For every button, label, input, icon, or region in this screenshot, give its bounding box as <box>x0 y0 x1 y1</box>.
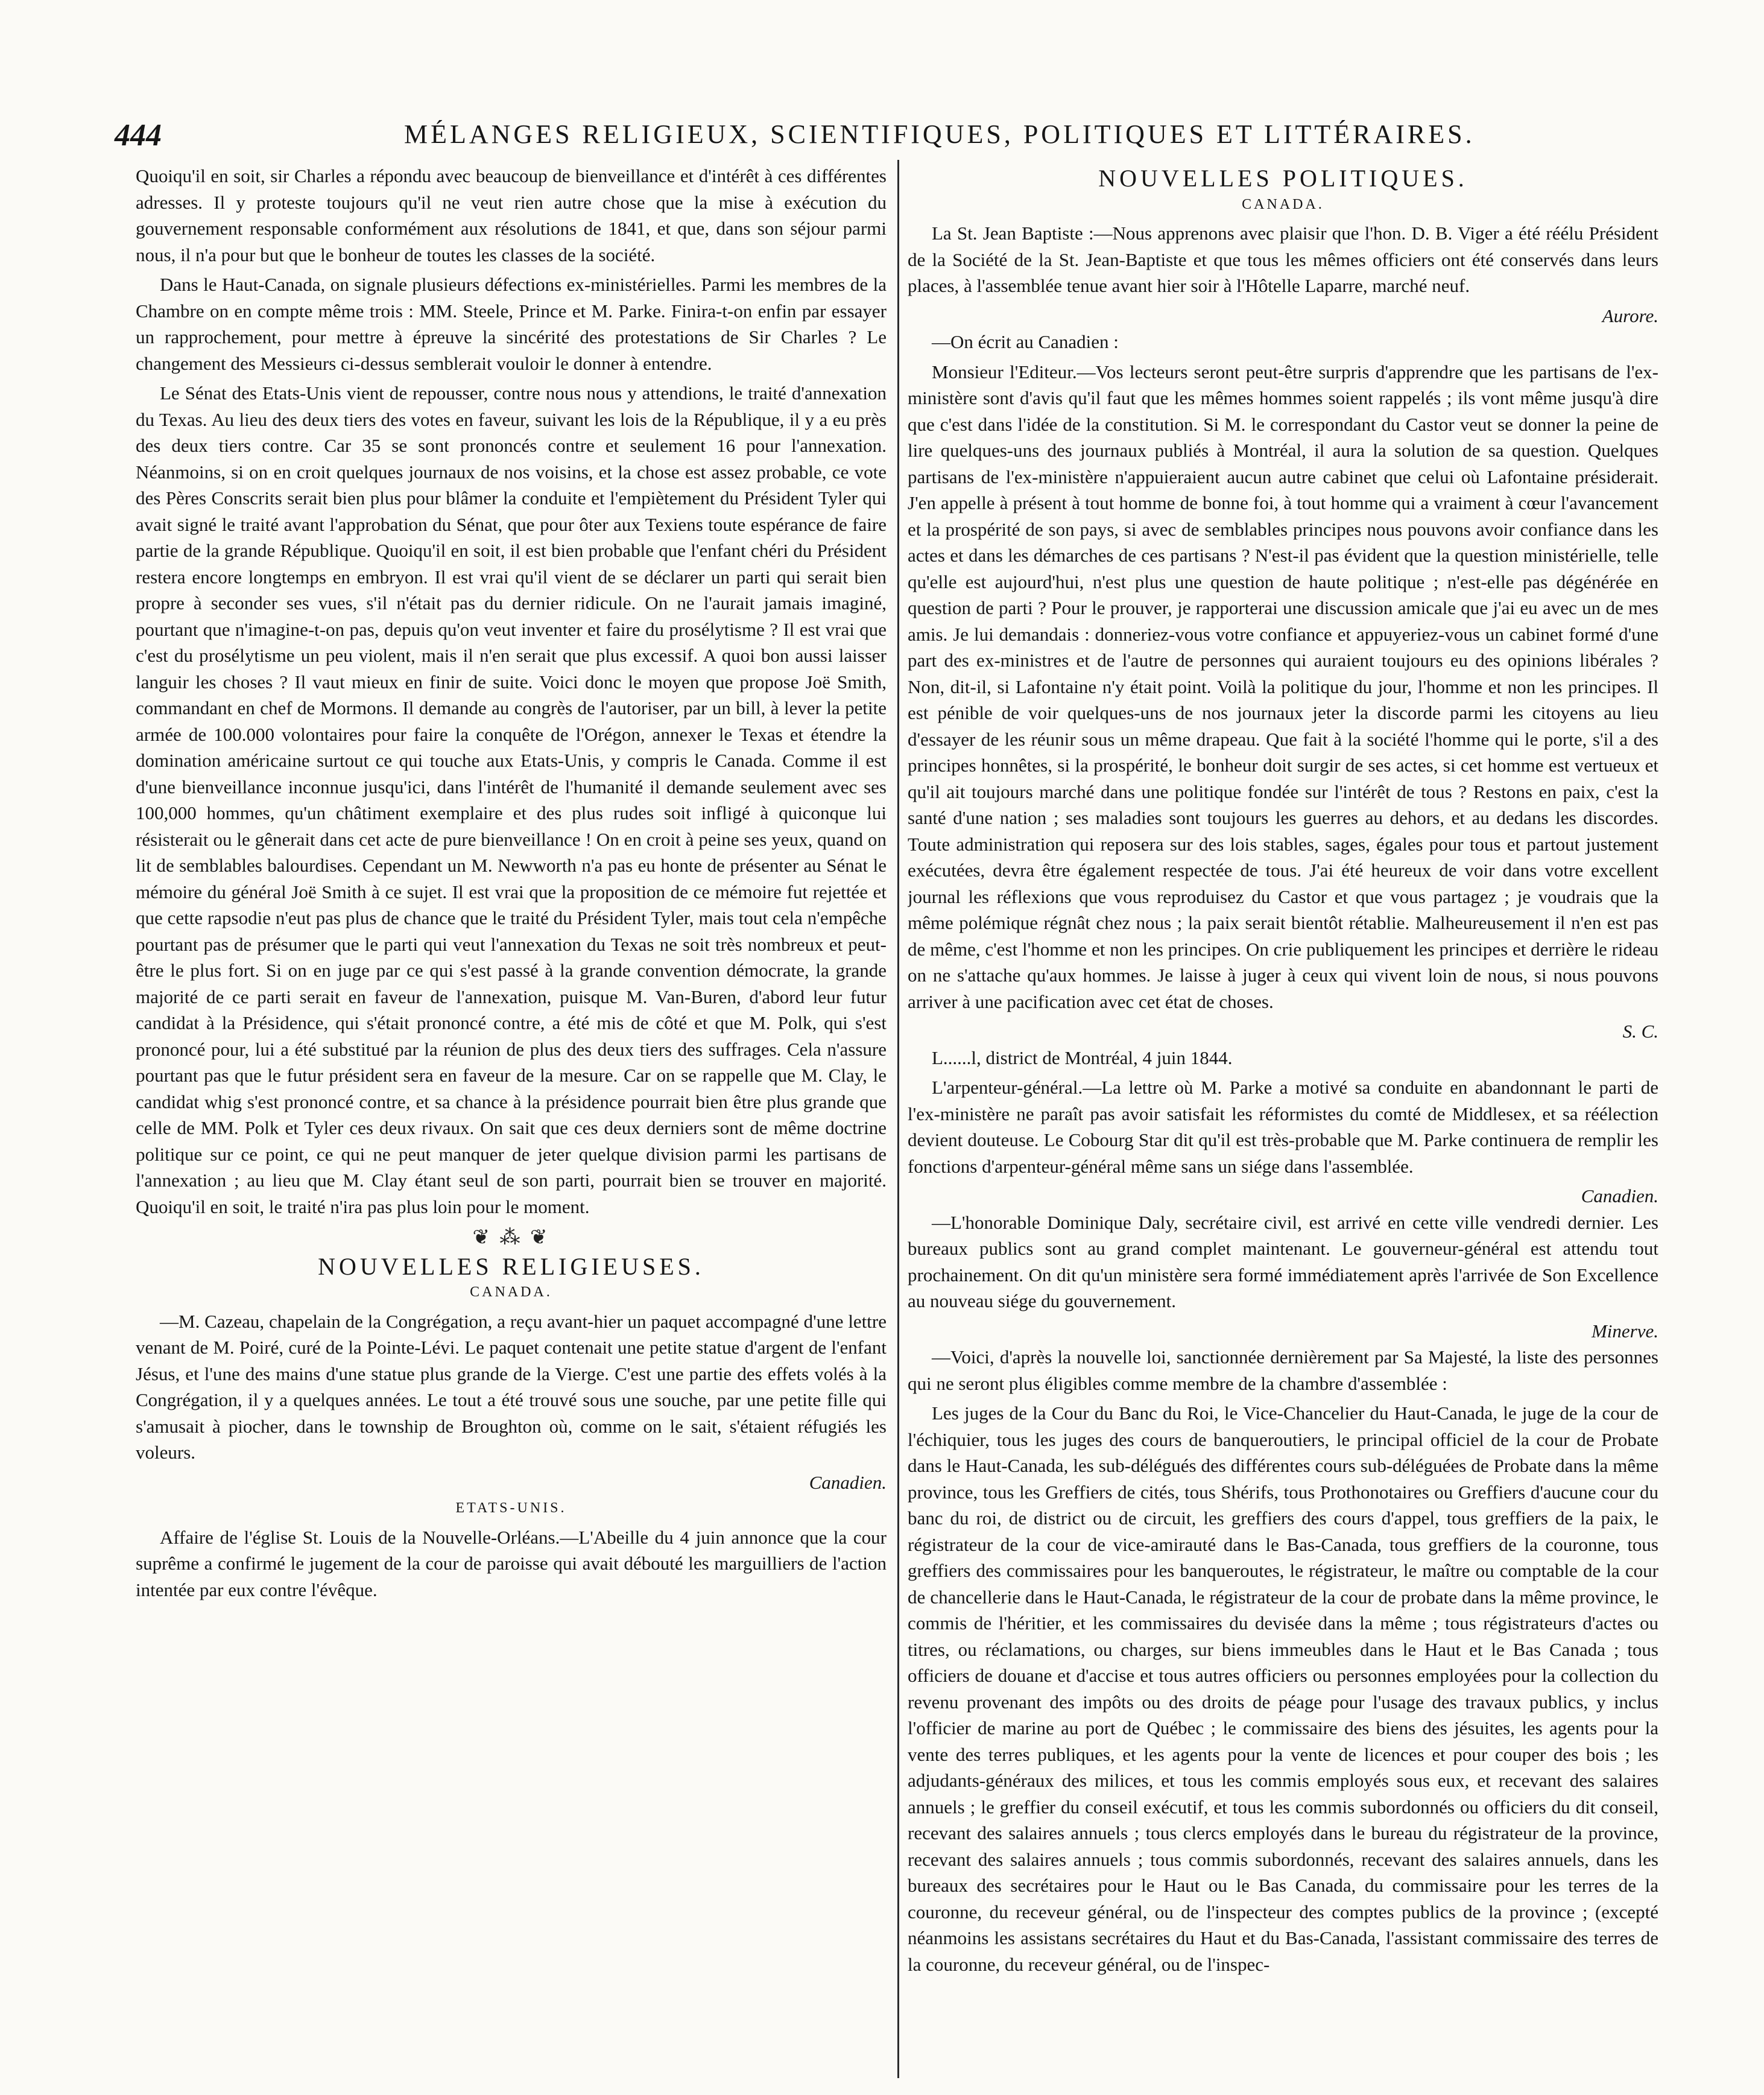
page-number: 444 <box>115 118 162 153</box>
paragraph: L......l, district de Montréal, 4 juin 1844. <box>932 1047 1233 1068</box>
left-column <box>136 163 887 2063</box>
paragraph: La St. Jean Baptiste :—Nous apprenons avec plaisir que l'hon. D. B. Viger a été réélu Président de la Société de la St. Jean-Baptiste et que tous les mêmes officiers ont été conservés dans leurs places, à l'assemblée tenue avant hier soir à l'Hôtelle Laparre, marché neuf. <box>908 223 1658 296</box>
ornament-divider: ❦ ⁂ ❦ <box>472 1226 550 1249</box>
column-divider <box>897 160 899 2078</box>
paragraph: Quoiqu'il en soit, sir Charles a répondu avec beaucoup de bienveillance et d'intérêt à ces différentes adresses. Il y proteste toujours qu'il ne veut rien autre chose que la mise à exécution du gouvernement responsable conformément aux résolutions de 1841, et que, dans son séjour parmi nous, il n'a pour but que le bonheur de toutes les classes de la société. <box>136 165 887 265</box>
paragraph: —L'honorable Dominique Daly, secrétaire civil, est arrivé en cette ville vendredi dernier. Les bureaux publics sont au grand complet maintenant. Le gouverneur-général est attendu tout prochainement. On dit qu'un ministère sera formé immédiatement après l'arrivée de Son Excellence au nouveau siége du gouvernement. <box>908 1211 1658 1311</box>
signature: Canadien. <box>809 1471 887 1493</box>
right-column <box>908 163 1658 2063</box>
paragraph: Dans le Haut-Canada, on signale plusieurs défections ex-ministérielles. Parmi les membres de la Chambre on en compte même trois : MM. Steele, Prince et M. Parke. Finira-t-on enfin par essayer un rapprochement, pour mettre à épreuve la sincérité des protestations de Sir Charles ? Le changement des Messieurs ci-dessus semblerait vouloir le donner à entendre. <box>136 274 887 374</box>
paragraph: Le Sénat des Etats-Unis vient de repousser, contre nous nous y attendions, le traité d'annexation du Texas. Au lieu des deux tiers des votes en faveur, suivant les lois de la République, il y a eu près des deux tiers contre. Car 35 se sont prononcés contre et seulement 16 pour l'annexation. Néanmoins, si on en croit quelques journaux de nos voisins, et la chose est assez probable, ce vote des Pères Conscrits serait bien plus pour blâmer la conduite et l'empiètement du Président Tyler qui avait signé le traité avant l'approbation du Sénat, que pour ôter aux Texiens toute espérance de faire partie de la grande République. Quoiqu'il en soit, il est bien probable que l'enfant chéri du Président restera encore longtemps en embryon. Il est vrai qu'il vient de se déclarer un parti qui serait bien propre à seconder ses vues, s'il n'était pas du dernier ridicule. On ne l'aurait jamais imaginé, pourtant que n'imagine-t-on pas, depuis qu'on veut inventer et faire du prosélytisme ? Il est vrai que c'est du prosélytisme un peu violent, mais il n'en serait que plus excessif. A quoi bon aussi laisser languir les choses ? Il vaut mieux en finir de suite. Voici donc le moyen que propose Joë Smith, commandant en chef de Mormons. Il demande au congrès de l'autoriser, par un bill, à lever la petite armée de 100.000 volontaires pour faire la conquête de l'Orégon, annexer le Texas et étendre la domination américaine surtout ce qui touche aux Etats-Unis, y compris le Canada. Comme il est d'une bienveillance inconnue jusqu'ici, dans l'intérêt de l'humanité il demande seulement avec ses 100,000 hommes, qu'un châtiment exemplaire et des plus rudes soit infligé à quiconque lui résisterait ou le gênerait dans cet acte de pure bienveillance ! On en croit à peine ses yeux, quand on lit de semblables balourdises. Cependant un M. Newworth n'a pas eu honte de présenter au Sénat le mémoire du général Joë Smith à ce sujet. Il est vrai que la proposition de ce mémoire fut rejettée et que cette rapsodie n'eut pas plus de chance que le traité du Président Tyler, mais tout cela n'empêche pourtant pas de présumer que le parti qui veut l'annexation du Texas ne soit très nombreux et peut-être le plus fort. Si on en juge par ce qui s'est passé à la grande convention démocrate, la grande majorité de ce parti serait en faveur de l'annexation, puisque M. Van-Buren, d'abord leur futur candidat à la Présidence, qui s'était prononcé contre, a été mis de côté et que M. Polk, qui s'est prononcé pour, lui a été substitué par la réunion de plus des deux tiers des suffrages. Cela n'assure pourtant pas que le futur président sera en faveur de la mesure. Car on se rappelle que M. Clay, le candidat whig s'est prononcé contre, et sa chance à la présidence pourrait bien être plus grande que celle de MM. Polk et Tyler ces deux rivaux. On sait que ces deux derniers sont de même doctrine politique sur ce point, ce qui ne peut manquer de jeter quelque division parmi les partisans de l'annexation ; au lieu que M. Clay étant seul de son parti, pourrait bien se trouver en majorité. Quoiqu'il en soit, le traité n'ira pas plus loin pour le moment. <box>136 382 887 1217</box>
signature: S. C. <box>1622 1021 1658 1042</box>
signature: Minerve. <box>1591 1320 1658 1342</box>
religious-news-subtitle: CANADA. <box>470 1284 552 1300</box>
paragraph: Affaire de l'église St. Louis de la Nouvelle-Orléans.—L'Abeille du 4 juin annonce que la cour suprême a confirmé le jugement de la cour de paroisse qui avait débouté les marguilliers de l'action intentée par eux contre l'évêque. <box>136 1526 887 1600</box>
political-news-subtitle: CANADA. <box>1242 196 1324 212</box>
paragraph: —On écrit au Canadien : <box>932 331 1119 352</box>
paragraph: Monsieur l'Editeur.—Vos lecteurs seront peut-être surpris d'apprendre que les partisans de l'ex-ministère sont d'avis qu'il faut que les mêmes hommes soient rappelés ; ils vont même jusqu'à dire que c'est dans l'idée de la constitution. Si M. le correspondant du Castor veut se donner la peine de lire quelques-uns des journaux publiés à Montréal, il aura la solution de sa question. Quelques partisans de l'ex-ministère n'appuieraient aucun autre cabinet que celui où Lafontaine présiderait. J'en appelle à présent à tout homme de bonne foi, à tout homme qui a vraiment à cœur l'avancement et la prospérité de son pays, si avec de semblables principes nous pouvons avoir confiance dans les actes et dans les démarches de ces partisans ? N'est-il pas évident que la question ministérielle, telle qu'elle est aujourd'hui, n'est plus une question de haute politique ; n'est-elle pas dégénérée en question de parti ? Pour le prouver, je rapporterai une discussion amicale que j'ai eu avec un de mes amis. Je lui demandais : donneriez-vous votre confiance et appuyeriez-vous un cabinet formé d'une part des ex-ministres et de l'autre de personnes qui auraient toujours eu des opinions libérales ? Non, dit-il, si Lafontaine n'y était point. Voilà la politique du jour, l'homme et non les principes. Il est pénible de voir quelques-uns de nos journaux jeter la discorde parmi les citoyens au lieu d'essayer de les réunir sous un même drapeau. Que fait à la société l'homme qui le porte, s'il a des principes honnêtes, si la prospérité, le bonheur doit surgir de ses actes, si cet homme est vertueux et qu'il ait toujours marché dans une politique fondée sur l'intérêt de tous ? Restons en paix, c'est la santé d'une nation ; ses maladies sont toujours les guerres au dehors, et au dedans les discordes. Toute administration qui reposera sur des lois stables, sages, égales pour tous et partout justement exécutées, devra être également respectée de tous. J'ai été heureux de voir dans votre excellent journal les réflexions que vous reproduisez du Castor et que vous partagez ; je voudrais que la même polémique régnât chez nous ; la paix serait bientôt rétablie. Malheureusement il n'en est pas de même, c'est l'homme et non les principes. On crie publiquement les principes et derrière le rideau on ne s'attache qu'aux hommes. Je laisse à juger à ceux qui vivent loin de nous, si nous pouvons arriver à une pacification avec cet état de choses. <box>908 361 1658 1012</box>
paragraph: L'arpenteur-général.—La lettre où M. Parke a motivé sa conduite en abandonnant le parti de l'ex-ministère ne paraît pas avoir satisfait les réformistes du comté de Middlesex, et sa réélection devient douteuse. Le Cobourg Star dit qu'il est très-probable que M. Parke continuera de remplir les fonctions d'arpenteur-général même sans un siége dans l'assemblée. <box>908 1077 1658 1177</box>
signature: Aurore. <box>1602 305 1658 326</box>
paragraph: —Voici, d'après la nouvelle loi, sanctionnée dernièrement par Sa Majesté, la liste des personnes qui ne seront plus éligibles comme membre de la chambre d'assemblée : <box>908 1346 1658 1394</box>
religious-news-title: NOUVELLES RELIGIEUSES. <box>318 1252 704 1280</box>
political-news-title: NOUVELLES POLITIQUES. <box>1098 165 1468 192</box>
paragraph: Les juges de la Cour du Banc du Roi, le Vice-Chancelier du Haut-Canada, le juge de la cour de l'échiquier, tous les juges des cours de banqueroutiers, le principal officiel de la cour de Probate dans le Haut-Canada, les sub-délégués des différentes cours sub-déléguées de Probate dans la même province, tous les Greffiers de cités, tous Shérifs, tous Prothonotaires ou Greffiers d'aucune cour du banc du roi, de district ou de circuit, les greffiers des cours d'appel, tous greffiers de la paix, le régistrateur de la cour de vice-amirauté dans le Bas-Canada, tous greffiers de la couronne, tous greffiers des commissaires pour les banqueroutes, le régistrateur, le maître ou comptable de la cour de chancellerie dans le Haut-Canada, le régistrateur de la cour de probate dans la même province, le commis de l'héritier, et les commissaires du devisée dans la même ; tous régistrateurs d'actes ou titres, ou réclamations, ou charges, sur biens immeubles dans le Haut et le Bas Canada ; tous officiers de douane et d'accise et tous autres officiers ou personnes employées pour la collection du revenu provenant des impôts ou des droits de péage pour l'usage des travaux publics, y inclus l'officier de marine au port de Québec ; le commissaire des biens des jésuites, les agents pour la vente des terres publiques, et les agents pour la vente de licences et pour couper des bois ; les adjudants-généraux des milices, et tous les commis employés sous eux, et recevant des salaires annuels ; le greffier du conseil exécutif, et tous les commis subordonnés ou officiers du dit conseil, recevant des salaires annuels ; tous clercs employés dans le bureau du régistrateur de la province, recevant des salaires annuels ; tous commis subordonnés, recevant des salaires annuels, dans les bureaux des secrétaires pour le Haut ou le Bas Canada, du commissaire pour les terres de la couronne, du receveur général, ou de l'inspecteur des comptes publics de la province ; (excepté néanmoins les assistans secrétaires du Haut et du Bas-Canada, l'assistant commissaire des terres de la couronne, du receveur général, ou de l'inspec- <box>908 1402 1658 1975</box>
us-news-subtitle: ETATS-UNIS. <box>455 1500 567 1516</box>
paragraph: —M. Cazeau, chapelain de la Congrégation, a reçu avant-hier un paquet accompagné d'une lettre venant de M. Poiré, curé de la Pointe-Lévi. Le paquet contenait une petite statue d'argent de l'enfant Jésus, et l'une des mains d'une statue plus grande de la Vierge. C'est une partie des effets volés à la Congrégation, il y a quelques années. Le tout a été trouvé sous une souche, par une petite fille qui s'amusait à piocher, dans le township de Broughton où, comme on le sait, s'étaient réfugiés les voleurs. <box>136 1310 887 1463</box>
page-header <box>115 118 1634 160</box>
signature: Canadien. <box>1581 1185 1658 1206</box>
running-title: MÉLANGES RELIGIEUX, SCIENTIFIQUES, POLITIQUES ET LITTÉRAIRES. <box>404 119 1475 149</box>
